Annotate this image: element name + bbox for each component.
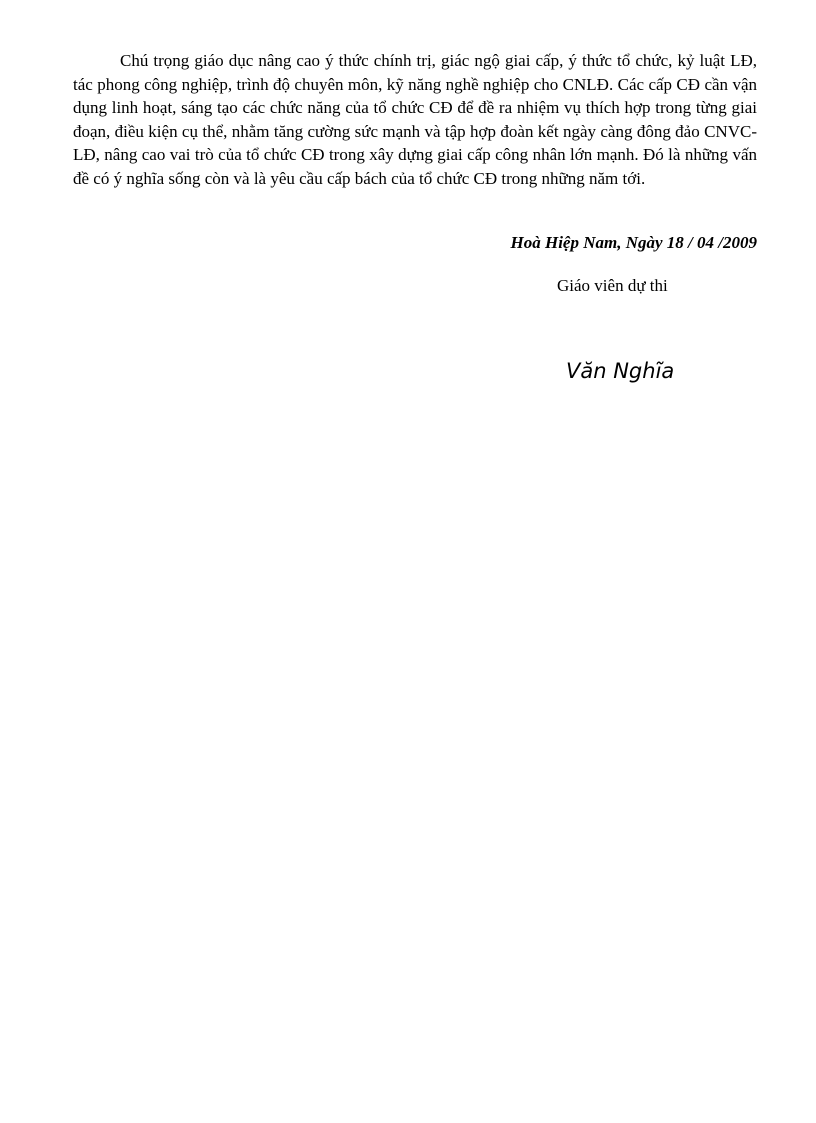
place-and-date: Hoà Hiệp Nam, Ngày 18 / 04 /2009 bbox=[510, 233, 757, 252]
signer-title: Giáo viên dự thi bbox=[557, 276, 668, 295]
signature-name: Văn Nghĩa bbox=[566, 359, 675, 383]
body-paragraph: Chú trọng giáo dục nâng cao ý thức chính trị, giác ngộ giai cấp, ý thức tổ chức, kỷ luật LĐ, tác phong công nghiệp, trình độ chuyên môn, kỹ năng nghề nghiệp cho CNLĐ. Các cấp CĐ cần vận dụng linh hoạt, sáng tạo các chức năng của tổ chức CĐ để đề ra nhiệm vụ thích hợp trong từng giai đoạn, điều kiện cụ thể, nhằm tăng cường sức mạnh và tập hợp đoàn kết ngày càng đông đảo CNVC-LĐ, nâng cao vai trò của tổ chức CĐ trong xây dựng giai cấp công nhân lớn mạnh. Đó là những vấn đề có ý nghĩa sống còn và là yêu cầu cấp bách của tổ chức CĐ trong những năm tới. bbox=[73, 51, 757, 188]
